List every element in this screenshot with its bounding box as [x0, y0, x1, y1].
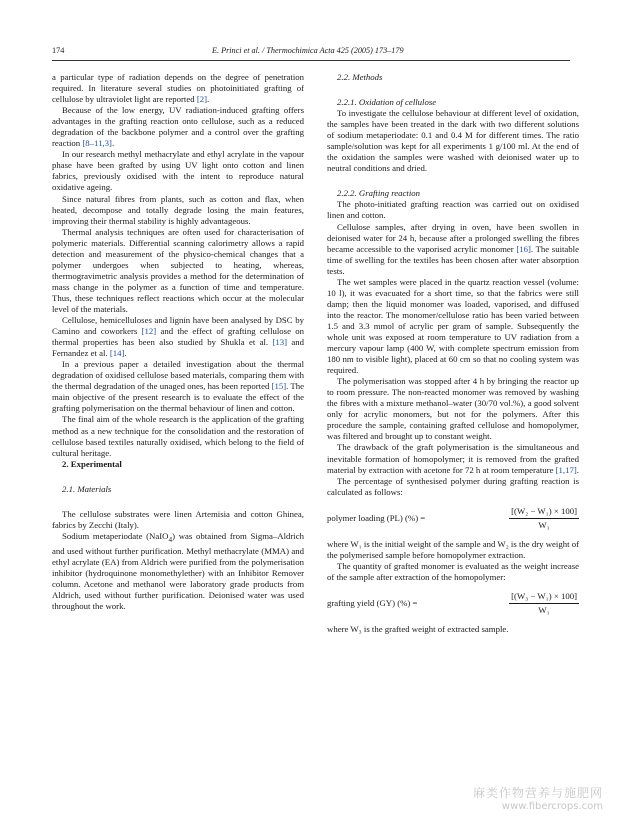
paragraph: where W₃ is the grafted weight of extracted sample.: [327, 624, 509, 635]
equation-lhs: grafting yield (GY) (%) =: [327, 597, 418, 608]
equation-lhs: polymer loading (PL) (%) =: [327, 512, 426, 523]
paragraph: The percentage of synthesised polymer during grafting reaction is calculated as follows:: [327, 475, 579, 497]
right-column: [327, 72, 579, 635]
watermark-title: 麻类作物营养与施肥网: [472, 786, 603, 800]
paragraph: Since natural fibres from plants, such as cotton and flax, when heated, decompose and totally degrade losing the main features, improving their thermal stability is highly advantageous.: [52, 193, 304, 226]
paragraph: The polymerisation was stopped after 4 h by bringing the reactor up to room pressure. The non-reacted monomer was removed by washing the fibres with a mixture methanol–water (30/70 vol.%), a good solvent only for acrylic monomers, but not for the polymers. After this procedure the sample, containing grafted cellulose and homopolymer, was filtered and brought up to constant weight.: [327, 376, 579, 442]
paragraph: The cellulose substrates were linen Artemisia and cotton Ghinea, fabrics by Zecchi (Italy).: [52, 508, 304, 530]
paragraph: Sodium metaperiodate (NaIO$_4$) was obtained from Sigma–Aldrich and used without further purification. Methyl methacrylate (MMA) and ethyl acrylate (EA) from Aldrich were purified from the polymerisation inhibitor (hydroquinone monomethylether) with an Inhibitor Remover column. Acetone and methanol were laboratory grade products from Aldrich, used without further purification. Deionised water was used throughout the work.: [52, 530, 304, 611]
subsubsection-heading: 2.2.1. Oxidation of cellulose: [337, 97, 437, 108]
subsection-heading: 2.2. Methods: [337, 72, 383, 82]
equation-polymer-loading: [327, 506, 579, 531]
running-title: E. Princi et al. / Thermochimica Acta 425 (2005) 173–179: [212, 46, 404, 55]
paragraph: To investigate the cellulose behaviour at different level of oxidation, the samples have been treated in the dark with two different solutions of sodium metaperiodate: 0.1 and 0.4 M for different times. The ratio sample/solution was kept for all experiments 1 g/100 ml. At the end of the oxidation the samples were washed with deionised water up to neutral conditions and dried.: [327, 108, 579, 174]
citation-link[interactable]: [8–11,3]: [82, 138, 112, 149]
citation-link[interactable]: [13]: [272, 337, 288, 348]
fraction-denominator: W₁: [538, 605, 550, 616]
paragraph: Cellulose samples, after drying in oven, have been swollen in deionised water for 24 h, because after a prolonged swelling the fibres became accessible to the vaporised acrylic monomer [16]. The suitable time of swelling for the textiles has been chosen after water absorption tests.: [327, 221, 579, 276]
equation-grafting-yield: [327, 591, 579, 616]
equation-fraction: [509, 506, 579, 531]
paragraph: The drawback of the graft polymerisation is the simultaneous and inevitable formation of homopolymer; it is removed from the grafted material by extraction with acetone for 72 h at room temperature [1,17].: [327, 442, 579, 475]
paragraph: The final aim of the whole research is the application of the grafting method as a new technique for the consolidation and the restoration of cellulose based textiles naturally oxidised, which belong to the field of cultural heritage.: [52, 414, 304, 458]
paragraph: a particular type of radiation depends on the degree of penetration required. In literature several studies on photoinitiated grafting of cellulose by ultraviolet light are reported [2].: [52, 72, 304, 105]
equation-fraction: [509, 591, 579, 616]
fraction-denominator: W₁: [538, 519, 550, 530]
page-number: 174: [52, 46, 65, 55]
citation-link[interactable]: [2]: [196, 94, 208, 105]
header-rule: [52, 60, 570, 61]
paragraph: In a previous paper a detailed investigation about the thermal degradation of oxidised cellulose based materials, comparing them with the thermal degradation of the unaged ones, has been reported [15]. The main objective of the present research is to evaluate the effect of the grafting polymerisation on the thermal behaviour of linen and cotton.: [52, 359, 304, 414]
paragraph: The quantity of grafted monomer is evaluated as the weight increase of the sample after extraction of the homopolymer:: [327, 560, 579, 582]
section-heading: 2. Experimental: [62, 458, 122, 469]
citation-link[interactable]: [1,17]: [555, 464, 577, 475]
subsection-heading: 2.1. Materials: [62, 483, 112, 494]
watermark-url: www.fibercrops.com: [501, 801, 603, 812]
paragraph: where W₁ is the initial weight of the sample and W₂ is the dry weight of the polymerised sample before homopolymer extraction.: [327, 538, 579, 560]
fraction-numerator: [(W₂ − W₁) × 100]: [509, 506, 579, 519]
paragraph: The photo-initiated grafting reaction was carried out on oxidised linen and cotton.: [327, 199, 579, 221]
citation-link[interactable]: [16]: [516, 243, 531, 254]
left-column: [52, 72, 304, 612]
paragraph: In our research methyl methacrylate and ethyl acrylate in the vapour phase have been grafted by using UV light onto cotton and linen fabrics, previously oxidised with the intent to reproduce natural oxidative ageing.: [52, 149, 304, 193]
citation-link[interactable]: [15]: [271, 381, 287, 392]
citation-link[interactable]: [12]: [141, 326, 157, 337]
paragraph: The wet samples were placed in the quartz reaction vessel (volume: 10 l), it was evacuated for a short time, so that the fabrics were still damp; then the liquid monomer was loaded, vaporised, and diffused into the reactor. The monomer/cellulose ratio has been varied between 1.5 and 3.3 mmol of acrylic per gram of sample. Subsequently the whole unit was exposed at room temperature to UV radiation from a mercury vapour lamp (400 W, with complete spectrum emission from 180 nm to visible light), placed at 60 cm so that no cooling system was required.: [327, 276, 579, 376]
subsubsection-heading: 2.2.2. Grafting reaction: [337, 188, 421, 199]
citation-link[interactable]: [14]: [109, 348, 125, 359]
fraction-numerator: [(W₃ − W₁) × 100]: [509, 591, 579, 604]
watermark: [473, 784, 603, 812]
paragraph: Thermal analysis techniques are often used for characterisation of polymeric materials. Differential scanning calorimetry allows a rapid detection and measurement of the physico-chemical changes that a polymer undergoes when subjected to heating, whereas, thermogravimetric analysis provides a method for the determination of mass change in the polymer as a function of time and temperature. Thus, these techniques reflect reactions which occur at the molecular level of the materials.: [52, 226, 304, 314]
paragraph: Because of the low energy, UV radiation-induced grafting offers advantages in the grafting reaction onto cellulose, such as a reduced degradation of the backbone polymer and a control over the grafting reaction [8–11,3].: [52, 105, 304, 149]
paragraph: Cellulose, hemicelluloses and lignin have been analysed by DSC by Camino and coworkers [12] and the effect of grafting cellulose on thermal properties has been also studied by Shukla et al. [13] and Fernandez et al. [14].: [52, 315, 304, 359]
